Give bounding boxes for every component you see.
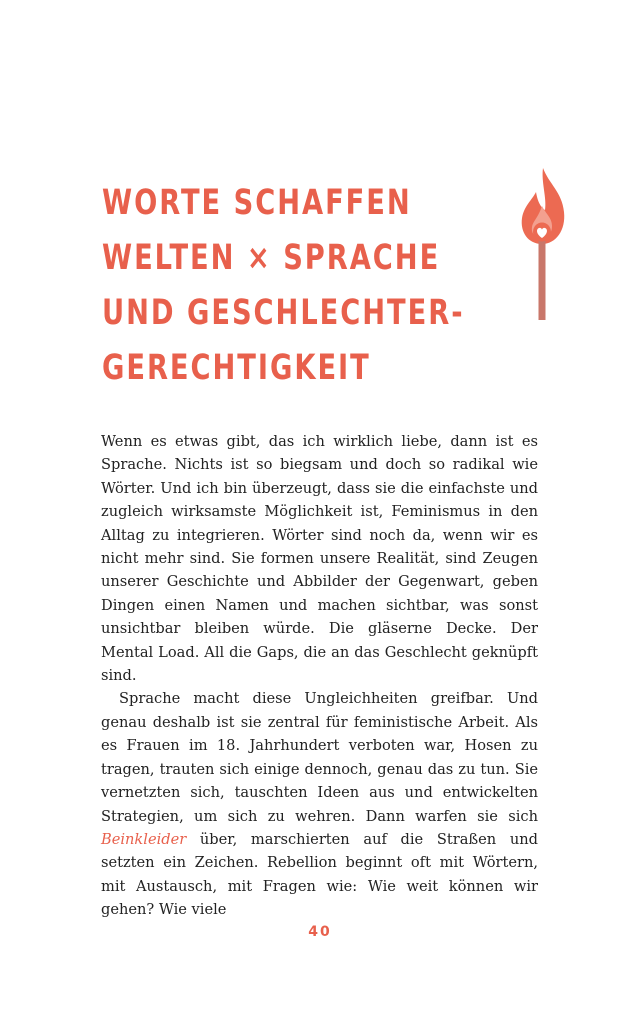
chapter-title-line: GERECHTIGKEIT: [102, 348, 371, 388]
chapter-title: [102, 176, 465, 396]
paragraph: [101, 687, 538, 921]
paragraph: Wenn es etwas gibt, das ich wirklich liebe, dann ist es Sprache. Nichts ist so biegsam und doch so radikal wie Wörter. Und ich bin überzeugt, dass sie die einfachste und zugleich wirksamste Möglichkeit ist, Feminismus in den Alltag zu integrieren. Wörter sind noch da, wenn wir es nicht mehr sind. Sie formen unsere Realität, sind Zeugen unserer Geschichte und Abbilder der Gegenwart, geben Dingen einen Namen und machen sichtbar, was sonst unsichtbar bleiben würde. Die gläserne Decke. Der Mental Load. All die Gaps, die an das Geschlecht geknüpft sind.: [101, 433, 538, 685]
paragraph-text: über, marschierten auf die Straßen und setzten ein Zeichen. Rebellion beginnt oft mit Wörtern, mit Austausch, mit Fragen wie: Wie weit können wir gehen? Wie viele: [101, 830, 538, 919]
match-stick: [539, 232, 546, 320]
chapter-title-line: WELTEN × SPRACHE: [102, 238, 441, 278]
paragraph-text: Sprache macht diese Ungleichheiten greifbar. Und genau deshalb ist sie zentral für feministische Arbeit. Als es Frauen im 18. Jahrhundert verboten war, Hosen zu tragen, trauten sich einige dennoch, genau das zu tun. Sie vernetzten sich, tauschten Ideen aus und entwickelten Strategien, um sich zu wehren. Dann warfen sie sich: [101, 690, 538, 825]
chapter-title-line: WORTE SCHAFFEN: [102, 183, 412, 223]
page-number: 40: [308, 924, 332, 940]
burning-match-icon: [516, 160, 576, 326]
body-text: [101, 430, 538, 922]
highlighted-term: Beinkleider: [101, 830, 187, 848]
chapter-title-line: UND GESCHLECHTER-: [102, 293, 465, 333]
